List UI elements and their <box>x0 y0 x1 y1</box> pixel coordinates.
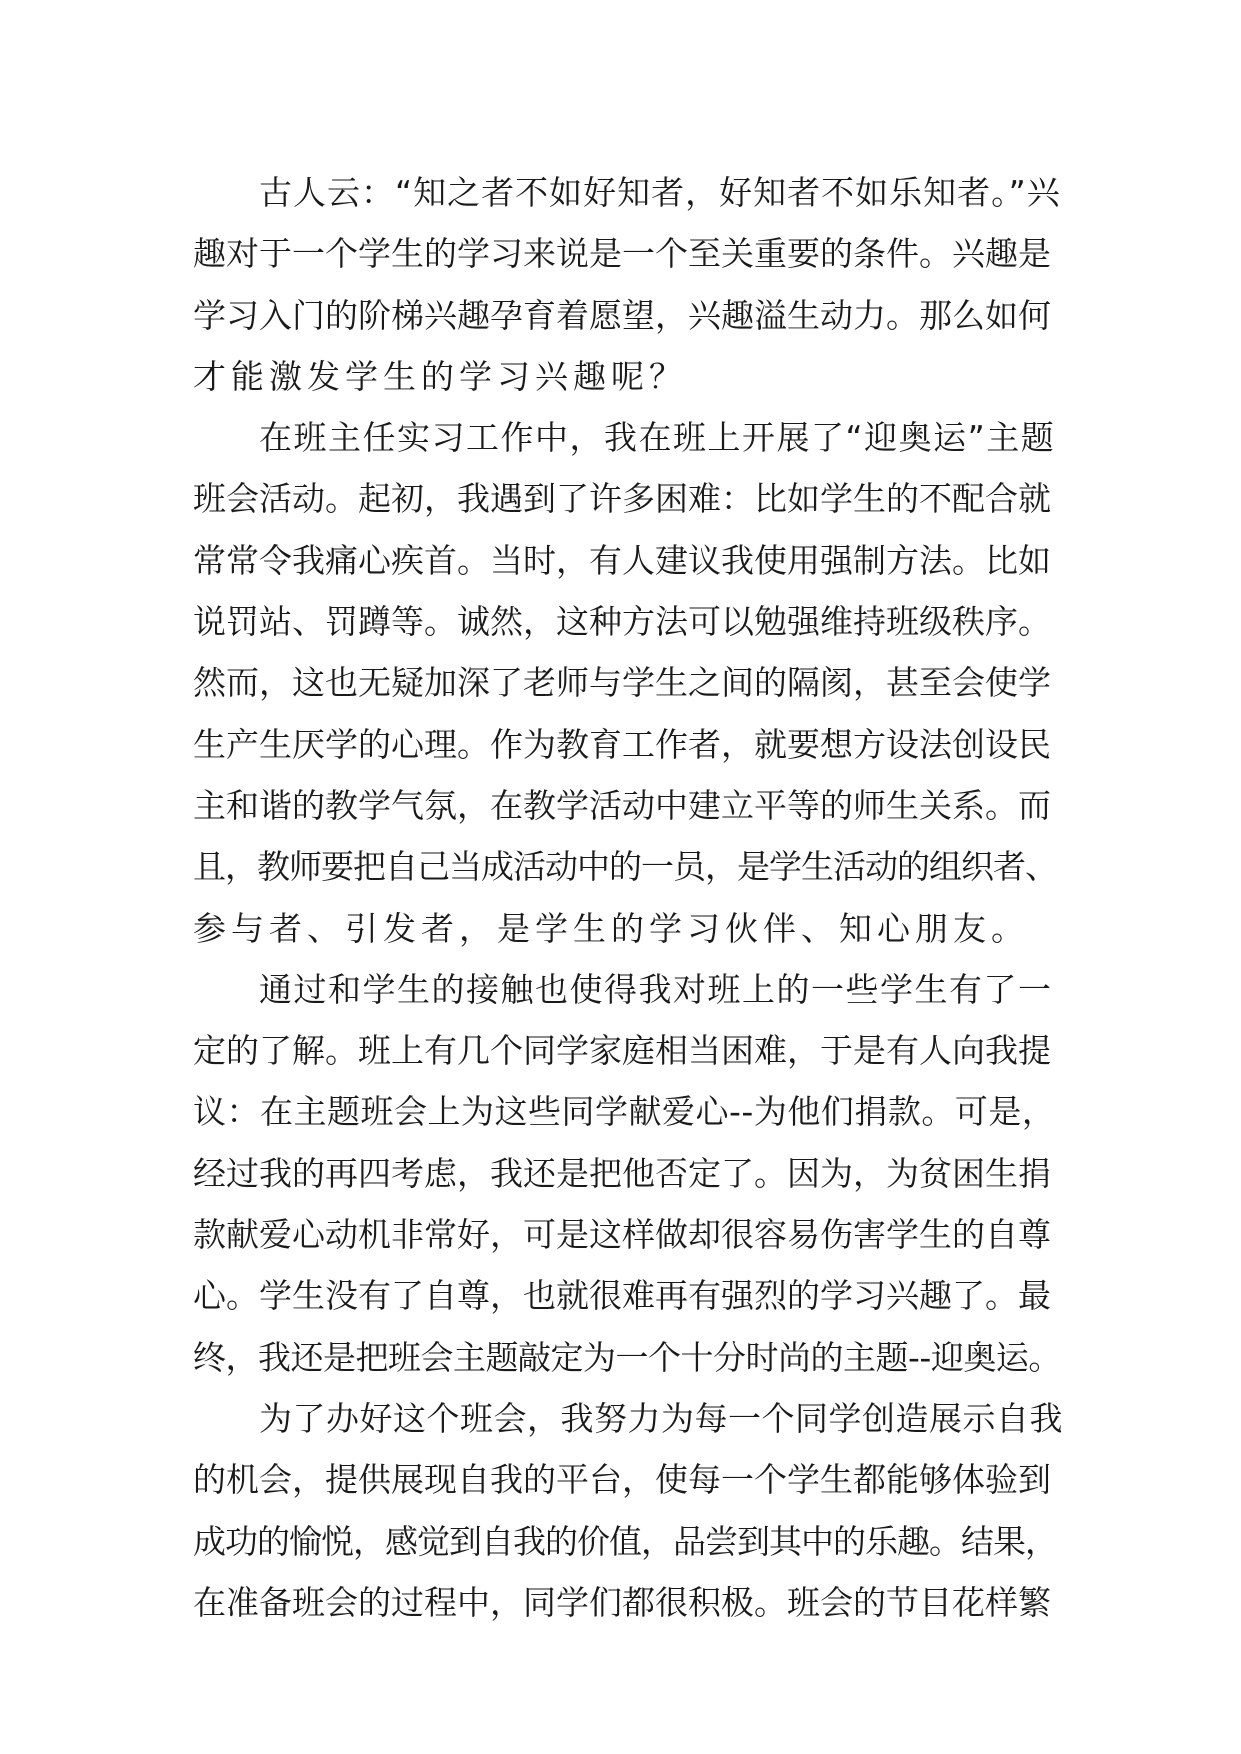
paragraph-2-line-9: 参与者、引发者，是学生的学习伙伴、知心朋友。 <box>193 908 1029 948</box>
body-text <box>193 162 1063 1633</box>
paragraph-3-line-6: 心。学生没有了自尊，也就很难再有强烈的学习兴趣了。最 <box>193 1276 1051 1316</box>
paragraph-4-line-4: 在准备班会的过程中，同学们都很积极。班会的节目花样繁 <box>193 1582 1051 1622</box>
paragraph-4-line-2: 的机会，提供展现自我的平台，使每一个学生都能够体验到 <box>193 1460 1051 1500</box>
paragraph-2-line-8: 且，教师要把自己当成活动中的一员，是学生活动的组织者、 <box>193 847 1057 887</box>
paragraph-2-line-2: 班会活动。起初，我遇到了许多困难：比如学生的不配合就 <box>193 479 1051 519</box>
paragraph-3-line-1: 通过和学生的接触也使得我对班上的一些学生有了一 <box>259 969 1053 1009</box>
paragraph-2-line-4: 说罚站、罚蹲等。诚然，这种方法可以勉强维持班级秩序。 <box>193 602 1051 642</box>
paragraph-4-line-3: 成功的愉悦，感觉到自我的价值，品尝到其中的乐趣。结果， <box>193 1521 1057 1561</box>
paragraph-2-line-7: 主和谐的教学气氛，在教学活动中建立平等的师生关系。而 <box>193 785 1051 825</box>
paragraph-1-line-1: 古人云：“知之者不如好知者，好知者不如乐知者。”兴 <box>259 173 1061 212</box>
paragraph-2-line-5: 然而，这也无疑加深了老师与学生之间的隔阂，甚至会使学 <box>193 663 1051 703</box>
paragraph-1-line-4: 才能激发学生的学习兴趣呢？ <box>193 356 687 396</box>
paragraph-2-line-6: 生产生厌学的心理。作为教育工作者，就要想方设法创设民 <box>193 724 1051 764</box>
paragraph-3-line-3: 议：在主题班会上为这些同学献爱心--为他们捐款。可是， <box>193 1092 1056 1132</box>
paragraph-3-line-2: 定的了解。班上有几个同学家庭相当困难，于是有人向我提 <box>193 1031 1051 1071</box>
paragraph-2-line-3: 常常令我痛心疾首。当时，有人建议我使用强制方法。比如 <box>193 540 1051 580</box>
paragraph-3-line-5: 款献爱心动机非常好，可是这样做却很容易伤害学生的自尊 <box>193 1215 1051 1255</box>
paragraph-1-line-3: 学习入门的阶梯兴趣孕育着愿望，兴趣溢生动力。那么如何 <box>193 295 1051 335</box>
paragraph-4-line-1: 为了办好这个班会，我努力为每一个同学创造展示自我 <box>259 1398 1063 1438</box>
paragraph-1-line-2: 趣对于一个学生的学习来说是一个至关重要的条件。兴趣是 <box>193 234 1051 274</box>
paragraph-3-line-4: 经过我的再四考虑，我还是把他否定了。因为，为贫困生捐 <box>193 1153 1051 1193</box>
paragraph-2-line-1: 在班主任实习工作中，我在班上开展了“迎奥运”主题 <box>259 418 1056 458</box>
paragraph-3-line-7: 终，我还是把班会主题敲定为一个十分时尚的主题--迎奥运。 <box>193 1337 1061 1377</box>
